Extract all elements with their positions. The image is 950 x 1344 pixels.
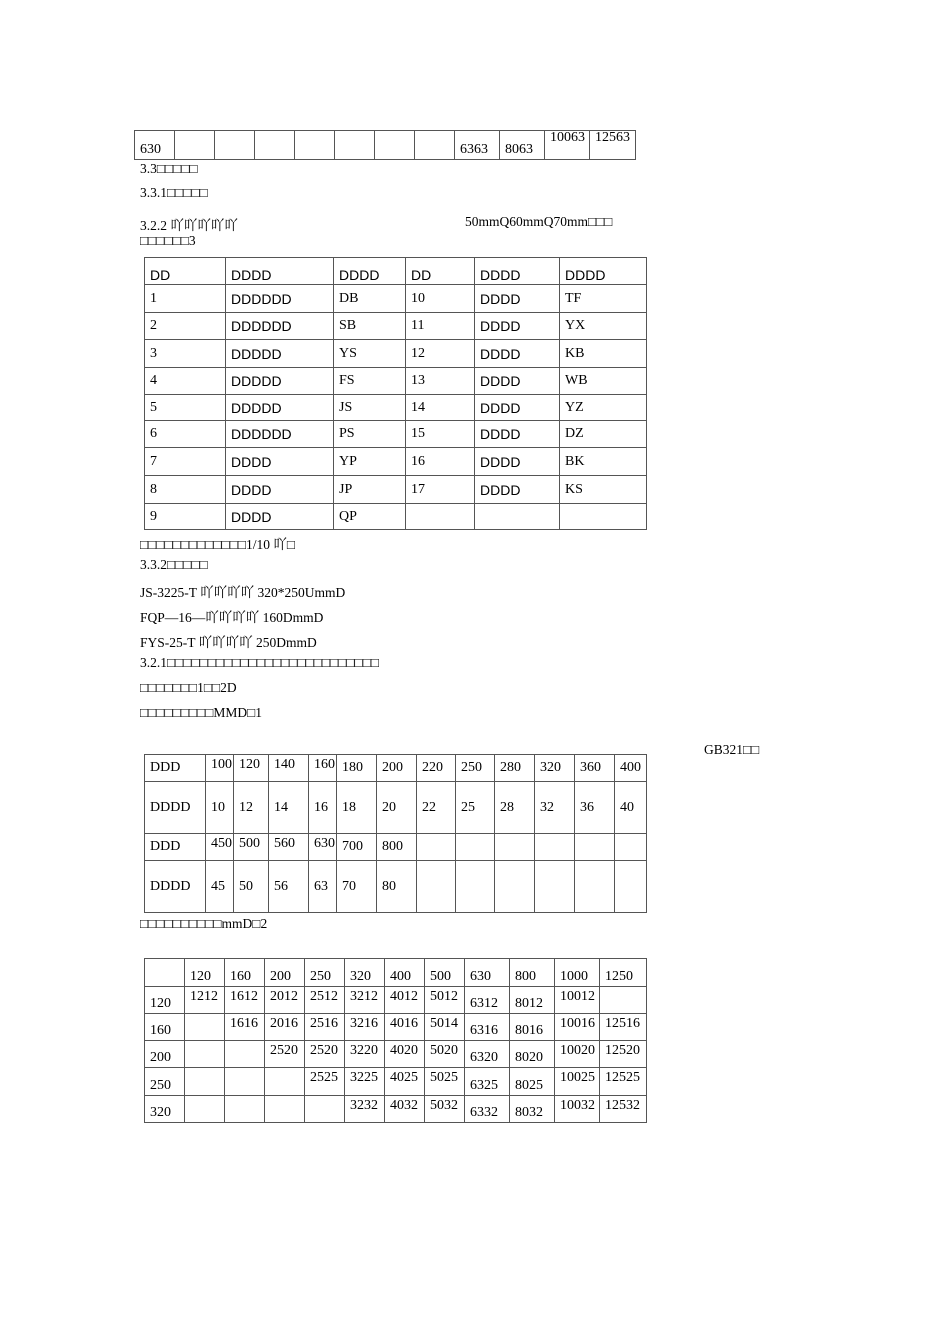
section-3-2-2-cont: □□□□□□3 — [140, 233, 196, 248]
table-cell: 2 — [145, 313, 226, 340]
table-cell: DDDD — [475, 285, 560, 313]
table-cell — [185, 1096, 225, 1123]
table-cell: 6320 — [465, 1041, 510, 1068]
table-cell: 3220 — [345, 1041, 385, 1068]
table-cell: 8063 — [500, 131, 545, 160]
table-cell — [185, 1068, 225, 1096]
table-cell: 800 — [510, 959, 555, 987]
table-cell: 17 — [406, 476, 475, 504]
table-cell — [295, 131, 335, 160]
table-cell: DDDDDD — [226, 421, 334, 448]
table-cell: DDDDD — [226, 395, 334, 421]
table-row — [145, 340, 647, 368]
table-cell: 4020 — [385, 1041, 425, 1068]
table-cell: DDDDDD — [226, 285, 334, 313]
table-cell: 450 — [206, 834, 234, 861]
section-3-3: 3.3□□□□□ — [140, 161, 198, 176]
table-row — [145, 1041, 647, 1068]
table-cell: 2525 — [305, 1068, 345, 1096]
table-cell: 320 — [345, 959, 385, 987]
table-cell: 6363 — [455, 131, 500, 160]
table-cell — [335, 131, 375, 160]
table-cell: 25 — [456, 782, 495, 834]
table-cell: 500 — [234, 834, 269, 861]
table-cell: 3212 — [345, 987, 385, 1014]
table-cell — [145, 959, 185, 987]
table-cell: 200 — [377, 755, 417, 782]
mmd-table — [144, 754, 647, 913]
table-cell: DDDD — [475, 258, 560, 285]
table-cell: 8020 — [510, 1041, 555, 1068]
table-cell: 2516 — [305, 1014, 345, 1041]
table-cell — [415, 131, 455, 160]
table-cell: DDDD — [475, 476, 560, 504]
table-cell: YS — [334, 340, 406, 368]
table-cell — [615, 834, 647, 861]
table-cell: 1250 — [600, 959, 647, 987]
table-cell: 160 — [309, 755, 337, 782]
table-cell: 1000 — [555, 959, 600, 987]
section-3-3-2: 3.3.2□□□□□ — [140, 557, 208, 572]
table-cell: 16 — [406, 448, 475, 476]
table-cell: 12516 — [600, 1014, 647, 1041]
table-cell: DD — [145, 258, 226, 285]
table-row — [145, 755, 647, 782]
table-cell — [225, 1041, 265, 1068]
table-cell: DDDD — [226, 476, 334, 504]
table-cell: 45 — [206, 861, 234, 913]
table-cell: 160 — [225, 959, 265, 987]
table-cell: QP — [334, 504, 406, 530]
table-cell: 16 — [309, 782, 337, 834]
table-cell — [575, 834, 615, 861]
table-row — [145, 861, 647, 913]
table-row — [145, 395, 647, 421]
table-cell: 6 — [145, 421, 226, 448]
table-cell: 80 — [377, 861, 417, 913]
table-cell: 630 — [465, 959, 510, 987]
table-cell: 8016 — [510, 1014, 555, 1041]
table-cell: 32 — [535, 782, 575, 834]
table-cell: TF — [560, 285, 647, 313]
table-cell: 28 — [495, 782, 535, 834]
table-cell: DD — [406, 258, 475, 285]
table-cell: DZ — [560, 421, 647, 448]
table-cell: 2512 — [305, 987, 345, 1014]
table-row — [145, 782, 647, 834]
table-row — [145, 476, 647, 504]
table-cell: 1 — [145, 285, 226, 313]
table-cell: 10032 — [555, 1096, 600, 1123]
table-cell: 200 — [145, 1041, 185, 1068]
section-3-2-2-right: 50mmQ60mmQ70mm□□□ — [465, 214, 613, 229]
table-cell: DDD — [145, 755, 206, 782]
top-partial-table — [134, 130, 636, 160]
table-cell: 120 — [185, 959, 225, 987]
table-cell: 4016 — [385, 1014, 425, 1041]
table-caption-3: □□□□□□□□□□mmD□2 — [140, 916, 268, 931]
table-cell: 12563 — [590, 131, 636, 160]
table-caption-2: □□□□□□□□□MMD□1 — [140, 705, 263, 720]
note-one-tenth: □□□□□□□□□□□□□1/10 吖□ — [140, 537, 296, 552]
table-cell: 5012 — [425, 987, 465, 1014]
table-cell: 12 — [406, 340, 475, 368]
table-cell: DDDD — [334, 258, 406, 285]
table-header-row — [145, 258, 647, 285]
table-cell: 400 — [385, 959, 425, 987]
table-cell: 5020 — [425, 1041, 465, 1068]
table-row — [145, 1068, 647, 1096]
table-cell: 560 — [269, 834, 309, 861]
table-cell: DDDD — [475, 421, 560, 448]
table-row — [145, 834, 647, 861]
table-cell: 8012 — [510, 987, 555, 1014]
table-cell: 500 — [425, 959, 465, 987]
table-cell: 160 — [145, 1014, 185, 1041]
table-cell: 4025 — [385, 1068, 425, 1096]
table-cell: 18 — [337, 782, 377, 834]
table-cell — [456, 834, 495, 861]
table-cell: 10012 — [555, 987, 600, 1014]
table-cell: 400 — [615, 755, 647, 782]
spec-fys: FYS-25-T 吖吖吖吖 250DmmD — [140, 635, 317, 650]
table-cell: 14 — [406, 395, 475, 421]
table-cell: 5032 — [425, 1096, 465, 1123]
table-cell: 12520 — [600, 1041, 647, 1068]
size-table — [144, 958, 647, 1123]
table-cell: 2016 — [265, 1014, 305, 1041]
table-cell: 5 — [145, 395, 226, 421]
table-cell: 14 — [269, 782, 309, 834]
table-cell: 9 — [145, 504, 226, 530]
table-cell: DDDD — [475, 448, 560, 476]
table-cell: BK — [560, 448, 647, 476]
table-cell: DDDD — [475, 368, 560, 395]
table-cell: DDDD — [226, 504, 334, 530]
table-cell: 36 — [575, 782, 615, 834]
table-cell — [575, 861, 615, 913]
table-cell: 120 — [145, 987, 185, 1014]
table-cell: 700 — [337, 834, 377, 861]
table-row — [145, 959, 647, 987]
table-cell — [535, 861, 575, 913]
table-cell: 5025 — [425, 1068, 465, 1096]
table-cell: 10 — [406, 285, 475, 313]
table-cell: DDDD — [226, 448, 334, 476]
table-cell: 10016 — [555, 1014, 600, 1041]
table-cell: 10025 — [555, 1068, 600, 1096]
code-table — [144, 257, 647, 530]
table-cell: DDDD — [475, 395, 560, 421]
table-cell: 13 — [406, 368, 475, 395]
table-cell: JP — [334, 476, 406, 504]
table-cell — [185, 1014, 225, 1041]
table-row — [145, 421, 647, 448]
table-cell: DDDDD — [226, 340, 334, 368]
table-cell: DDDD — [145, 861, 206, 913]
table-cell: 630 — [309, 834, 337, 861]
table-cell: 4032 — [385, 1096, 425, 1123]
table-cell — [265, 1068, 305, 1096]
table-cell: YZ — [560, 395, 647, 421]
table-cell: PS — [334, 421, 406, 448]
table-cell: 1212 — [185, 987, 225, 1014]
table-cell: 8032 — [510, 1096, 555, 1123]
table-cell: 100 — [206, 755, 234, 782]
table-cell: 2012 — [265, 987, 305, 1014]
table-cell: 12525 — [600, 1068, 647, 1096]
table-cell: 3232 — [345, 1096, 385, 1123]
table-cell: YX — [560, 313, 647, 340]
table-cell: 15 — [406, 421, 475, 448]
table-cell: DDDD — [475, 313, 560, 340]
table-cell: 6316 — [465, 1014, 510, 1041]
table-cell: JS — [334, 395, 406, 421]
table-cell: 250 — [456, 755, 495, 782]
table-cell: 10 — [206, 782, 234, 834]
gb-reference: GB321□□ — [704, 742, 760, 757]
table-cell: 2520 — [305, 1041, 345, 1068]
table-row — [145, 1014, 647, 1041]
table-row — [145, 285, 647, 313]
table-cell — [175, 131, 215, 160]
table-cell: DDDDD — [226, 368, 334, 395]
table-cell: 2520 — [265, 1041, 305, 1068]
table-cell: DDDDDD — [226, 313, 334, 340]
table-cell — [225, 1068, 265, 1096]
table-cell: 10020 — [555, 1041, 600, 1068]
table-cell — [495, 861, 535, 913]
section-3-2-2-left: 3.2.2 吖吖吖吖吖 — [140, 218, 238, 233]
table-cell — [215, 131, 255, 160]
table-cell: 200 — [265, 959, 305, 987]
table-cell: DDDD — [560, 258, 647, 285]
table-cell — [265, 1096, 305, 1123]
table-row — [145, 368, 647, 395]
top-row — [135, 131, 636, 160]
table-cell: 63 — [309, 861, 337, 913]
spec-js: JS-3225-T 吖吖吖吖 320*250UmmD — [140, 585, 346, 600]
table-cell: SB — [334, 313, 406, 340]
table-cell: 120 — [234, 755, 269, 782]
table-cell — [456, 861, 495, 913]
table-cell: 360 — [575, 755, 615, 782]
table-cell — [255, 131, 295, 160]
table-cell — [225, 1096, 265, 1123]
table-cell: 3 — [145, 340, 226, 368]
table-cell: 800 — [377, 834, 417, 861]
table-cell: 56 — [269, 861, 309, 913]
table-cell: 320 — [145, 1096, 185, 1123]
table-cell — [185, 1041, 225, 1068]
table-cell: 6332 — [465, 1096, 510, 1123]
table-cell — [417, 861, 456, 913]
section-3-3-1: 3.3.1□□□□□ — [140, 185, 208, 200]
table-cell: 1616 — [225, 1014, 265, 1041]
table-row — [145, 448, 647, 476]
table-cell — [475, 504, 560, 530]
table-cell — [600, 987, 647, 1014]
table-cell: 3225 — [345, 1068, 385, 1096]
table-cell: 12532 — [600, 1096, 647, 1123]
table-cell: 10063 — [545, 131, 590, 160]
table-cell: 8025 — [510, 1068, 555, 1096]
table-cell — [535, 834, 575, 861]
table-cell: 140 — [269, 755, 309, 782]
table-cell: DDDD — [226, 258, 334, 285]
table-cell: DDD — [145, 834, 206, 861]
table-row — [145, 987, 647, 1014]
table-cell: DDDD — [145, 782, 206, 834]
table-cell: 250 — [145, 1068, 185, 1096]
table-cell — [305, 1096, 345, 1123]
spec-fqp: FQP—16—吖吖吖吖 160DmmD — [140, 610, 324, 625]
table-cell — [406, 504, 475, 530]
table-cell — [495, 834, 535, 861]
table-cell: 11 — [406, 313, 475, 340]
table-cell: 5014 — [425, 1014, 465, 1041]
table-cell: 20 — [377, 782, 417, 834]
table-cell: KS — [560, 476, 647, 504]
table-cell: 22 — [417, 782, 456, 834]
table-cell: 180 — [337, 755, 377, 782]
table-caption-1: □□□□□□□1□□2D — [140, 680, 237, 695]
table-cell: 70 — [337, 861, 377, 913]
table-cell: 6312 — [465, 987, 510, 1014]
table-cell: YP — [334, 448, 406, 476]
table-cell: 4 — [145, 368, 226, 395]
table-cell: 4012 — [385, 987, 425, 1014]
table-row — [145, 313, 647, 340]
table-cell: WB — [560, 368, 647, 395]
table-cell: 50 — [234, 861, 269, 913]
table-row — [145, 1096, 647, 1123]
table-cell — [615, 861, 647, 913]
table-cell: DDDD — [475, 340, 560, 368]
table-cell: 1612 — [225, 987, 265, 1014]
table-cell — [560, 504, 647, 530]
table-row — [145, 504, 647, 530]
table-cell: 7 — [145, 448, 226, 476]
table-cell: 8 — [145, 476, 226, 504]
table-cell: 320 — [535, 755, 575, 782]
table-cell: DB — [334, 285, 406, 313]
table-cell: 40 — [615, 782, 647, 834]
table-cell: 3216 — [345, 1014, 385, 1041]
table-cell: 250 — [305, 959, 345, 987]
table-cell: 630 — [135, 131, 175, 160]
table-cell: 12 — [234, 782, 269, 834]
table-cell — [375, 131, 415, 160]
table-cell: KB — [560, 340, 647, 368]
table-cell: 220 — [417, 755, 456, 782]
table-cell: 6325 — [465, 1068, 510, 1096]
table-cell: FS — [334, 368, 406, 395]
table-cell — [417, 834, 456, 861]
section-3-2-1: 3.2.1□□□□□□□□□□□□□□□□□□□□□□□□□□ — [140, 655, 380, 670]
table-cell: 280 — [495, 755, 535, 782]
